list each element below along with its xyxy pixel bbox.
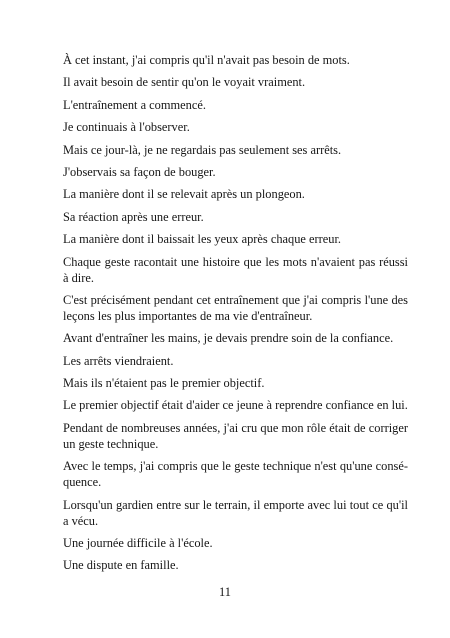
paragraph: Lorsqu'un gardien entre sur le terrain, il emporte avec lui tout ce qu'il a vécu. xyxy=(63,497,408,528)
paragraph: Une dispute en famille. xyxy=(63,558,179,573)
paragraph: Avec le temps, j'ai compris que le geste technique n'est qu'une conséquence. xyxy=(63,459,408,490)
paragraph: À cet instant, j'ai compris qu'il n'avait pas besoin de mots. xyxy=(63,53,350,67)
paragraph: J'observais sa façon de bouger. xyxy=(63,164,216,179)
paragraph: Une journée difficile à l'école. xyxy=(63,536,213,551)
paragraph: L'entraînement a commencé. xyxy=(63,97,206,112)
paragraph: Avant d'entraîner les mains, je devais prendre soin de la confiance. xyxy=(63,331,394,346)
paragraph: La manière dont il baissait les yeux après chaque erreur. xyxy=(63,232,341,247)
paragraph: Pendant de nombreuses années, j'ai cru que mon rôle était de corriger un geste technique. xyxy=(63,420,408,451)
paragraph: Mais ce jour-là, je ne regardais pas seulement ses arrêts. xyxy=(63,142,342,157)
paragraph: Chaque geste racontait une histoire que les mots n'avaient pas réussi à dire. xyxy=(63,254,408,285)
body-text xyxy=(63,52,408,580)
paragraph: C'est précisément pendant cet entraînement que j'ai compris l'une des leçons les plus importantes de ma vie d'entraîneur. xyxy=(63,292,408,323)
paragraph: Le premier objectif était d'aider ce jeune à reprendre confiance en lui. xyxy=(63,398,408,413)
paragraph: La manière dont il se relevait après un plongeon. xyxy=(63,187,305,202)
page-number: 11 xyxy=(219,585,231,599)
paragraph: Les arrêts viendraient. xyxy=(63,353,174,368)
paragraph: Mais ils n'étaient pas le premier objectif. xyxy=(63,376,265,391)
paragraph: Je continuais à l'observer. xyxy=(63,120,190,135)
paragraph: Sa réaction après une erreur. xyxy=(63,209,204,224)
paragraph: Il avait besoin de sentir qu'on le voyait vraiment. xyxy=(63,75,306,90)
